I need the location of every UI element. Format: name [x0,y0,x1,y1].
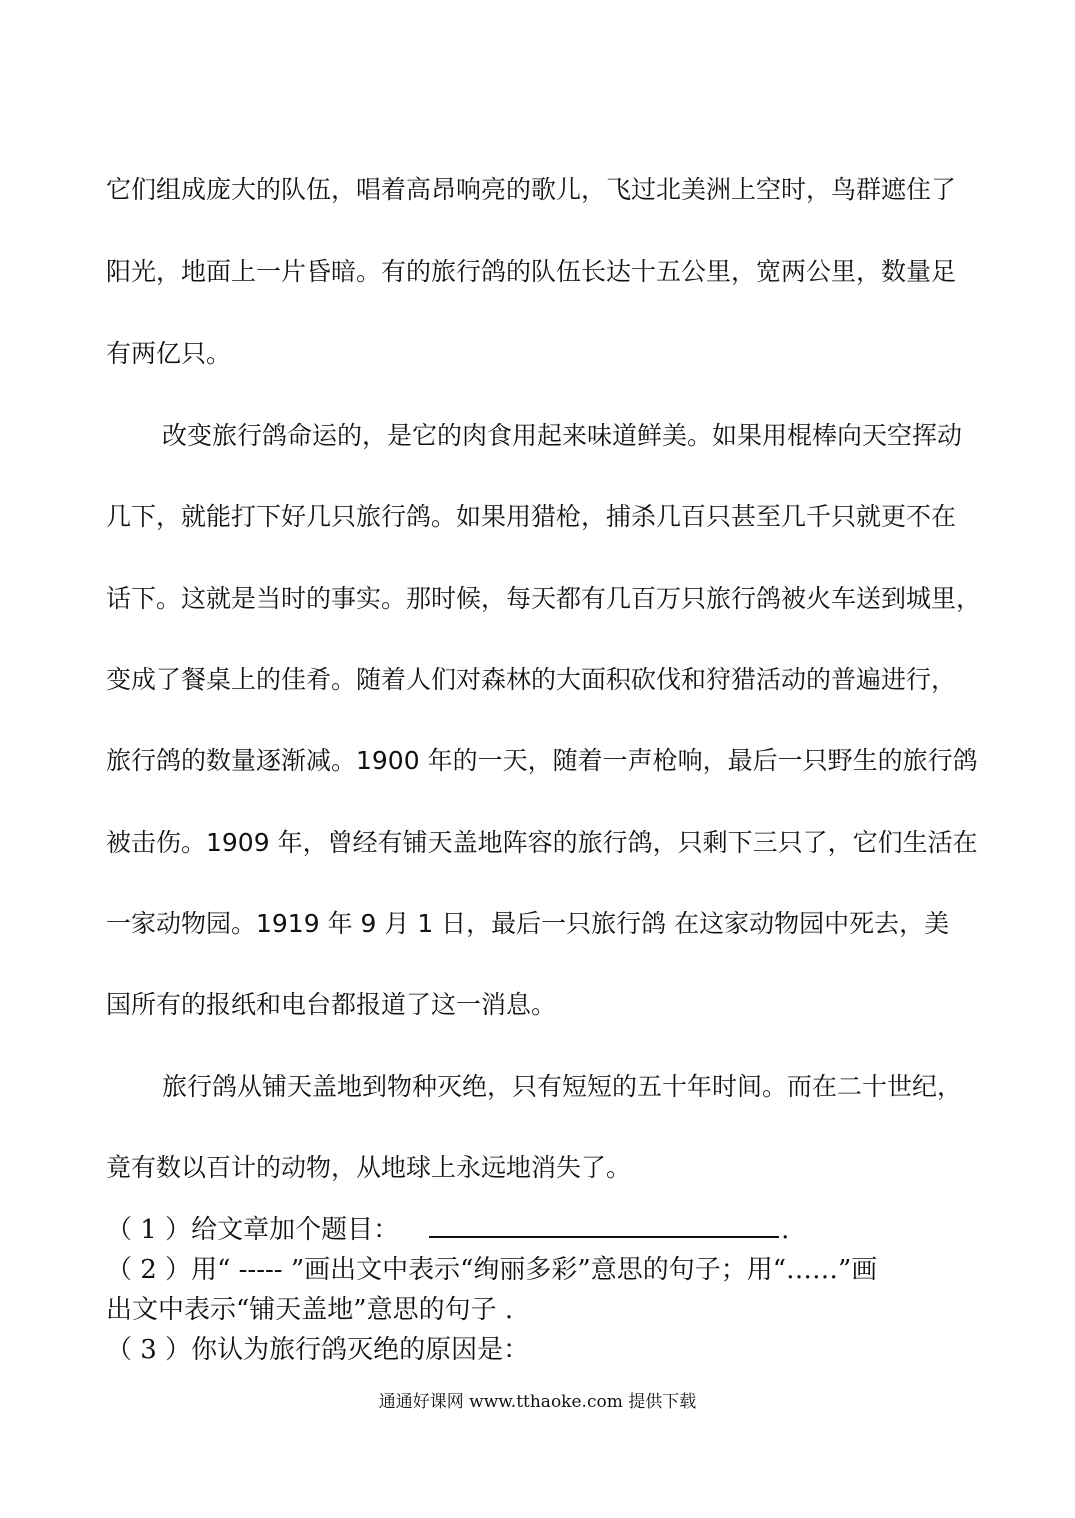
text-line: 被击伤。1909 年，曾经有铺天盖地阵容的旅行鸽，只剩下三只了，它们生活在 [106,828,978,857]
text-line: 旅行鸽的数量逐渐减。1900 年的一天，随着一声枪响，最后一只野生的旅行鸽 [106,746,978,775]
footer-credit: 通通好课网 www.tthaoke.com 提供下载 [378,1392,697,1412]
text-line: 改变旅行鸽命运的，是它的肉食用起来味道鲜美。如果用棍棒向天空挥动 [162,421,963,450]
question-1 [106,1213,789,1247]
text-line: 话下。这就是当时的事实。那时候，每天都有几百万只旅行鸽被火车送到城里， [106,584,982,613]
question-1-text: （ 1 ）给文章加个题目： [106,1215,400,1245]
text-line: 一家动物园。1919 年 9 月 1 日，最后一只旅行鸽 在这家动物园中死去，美 [106,909,950,938]
text-line: 国所有的报纸和电台都报道了这一消息。 [106,990,557,1019]
text-line: 有两亿只。 [106,339,232,368]
text-line: 变成了餐桌上的佳肴。随着人们对森林的大面积砍伐和狩猎活动的普遍进行， [106,665,957,694]
text-line: 旅行鸽从铺天盖地到物种灭绝，只有短短的五十年时间。而在二十世纪， [162,1072,963,1101]
text-line: 它们组成庞大的队伍，唱着高昂响亮的歌儿，飞过北美洲上空时，鸟群遮住了 [106,175,957,204]
question-1-end: . [781,1215,790,1245]
text-line: 阳光，地面上一片昏暗。有的旅行鸽的队伍长达十五公里，宽两公里，数量足 [106,257,957,286]
text-line: 竟有数以百计的动物，从地球上永远地消失了。 [106,1153,632,1182]
question-2-line-2: 出文中表示“铺天盖地”意思的句子 . [106,1295,514,1325]
text-line: 几下，就能打下好几只旅行鸽。如果用猎枪，捕杀几百只甚至几千只就更不在 [106,502,957,531]
answer-blank[interactable] [429,1214,779,1238]
question-3: （ 3 ）你认为旅行鸽灭绝的原因是： [106,1335,530,1365]
question-2-line-1: （ 2 ）用“ ----- ”画出文中表示“绚丽多彩”意思的句子；用“……”画 [106,1255,878,1285]
